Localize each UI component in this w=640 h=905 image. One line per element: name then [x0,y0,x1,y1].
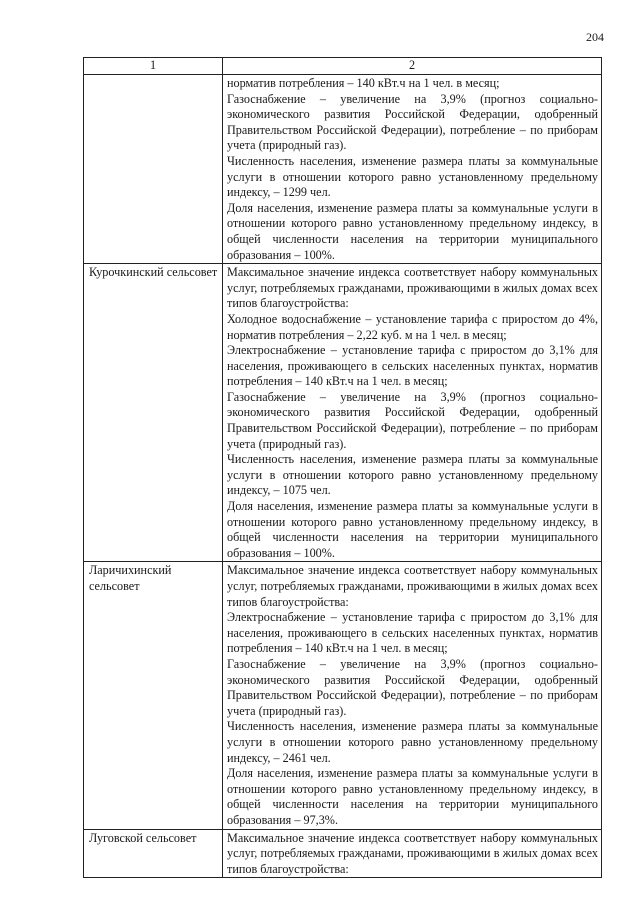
column-header-2: 2 [223,58,602,75]
municipality-name: Луговской сельсовет [84,829,223,878]
paragraph: Численность населения, изменение размера платы за коммунальные услуги в отношении которого равно установленному предельному индексу, – 1075 чел. [227,452,598,498]
municipality-name: Ларичихинский сельсовет [84,562,223,829]
paragraph: Газоснабжение – увеличение на 3,9% (прогноз социально-экономического развития Российской Федерации, одобренный Правительством Российской Федерации), потребление – по приборам учета (природный газ). [227,91,598,153]
tariff-index-table [83,57,602,878]
paragraph: Электроснабжение – установление тарифа с приростом до 3,1% для населения, проживающего в сельских населенных пунктах, норматив потребления – 140 кВт.ч на 1 чел. в месяц; [227,343,598,389]
index-description [223,75,602,264]
paragraph: Доля населения, изменение размера платы за коммунальные услуги в отношении которого равно установленному предельному индексу, в общей численности населения на территории муниципального образования – 100%. [227,200,598,262]
paragraph: Доля населения, изменение размера платы за коммунальные услуги в отношении которого равно установленному предельному индексу, в общей численности населения на территории муниципального образования – 97,3%. [227,766,598,827]
paragraph: Максимальное значение индекса соответствует набору коммунальных услуг, потребляемых гражданами, проживающими в жилых домах всех типов благоустройства: [227,563,598,609]
paragraph: Численность населения, изменение размера платы за коммунальные услуги в отношении которого равно установленному предельному индексу, – 1299 чел. [227,153,598,200]
municipality-name: Курочкинский сельсовет [84,264,223,562]
index-description [223,562,602,829]
paragraph: Холодное водоснабжение – установление тарифа с приростом до 4%, норматив потребления – 2,22 куб. м на 1 чел. в месяц; [227,311,598,342]
table-row [84,264,602,562]
paragraph: Доля населения, изменение размера платы за коммунальные услуги в отношении которого равно установленному предельному индексу, в общей численности населения на территории муниципального образования – 100%. [227,499,598,560]
paragraph: Максимальное значение индекса соответствует набору коммунальных услуг, потребляемых гражданами, проживающими в жилых домах всех типов благоустройства: [227,265,598,311]
municipality-name [84,75,223,264]
column-header-1: 1 [84,58,223,75]
table-row [84,75,602,264]
table-header-row [84,58,602,75]
table-row [84,829,602,878]
table-row [84,562,602,829]
paragraph: Максимальное значение индекса соответствует набору коммунальных услуг, потребляемых гражданами, проживающими в жилых домах всех типов благоустройства: [227,830,598,876]
paragraph: Численность населения, изменение размера платы за коммунальные услуги в отношении которого равно установленному предельному индексу, – 2461 чел. [227,719,598,765]
page-number: 204 [586,30,604,44]
paragraph: Газоснабжение – увеличение на 3,9% (прогноз социально-экономического развития Российской Федерации, одобренный Правительством Российской Федерации), потребление – по приборам учета (природный газ). [227,656,598,718]
index-description [223,829,602,878]
paragraph: норматив потребления – 140 кВт.ч на 1 чел. в месяц; [227,76,500,90]
paragraph: Газоснабжение – увеличение на 3,9% (прогноз социально-экономического развития Российской Федерации, одобренный Правительством Российской Федерации), потребление – по приборам учета (природный газ). [227,389,598,451]
index-description [223,264,602,562]
paragraph: Электроснабжение – установление тарифа с приростом до 3,1% для населения, проживающего в сельских населенных пунктах, норматив потребления – 140 кВт.ч на 1 чел. в месяц; [227,610,598,656]
